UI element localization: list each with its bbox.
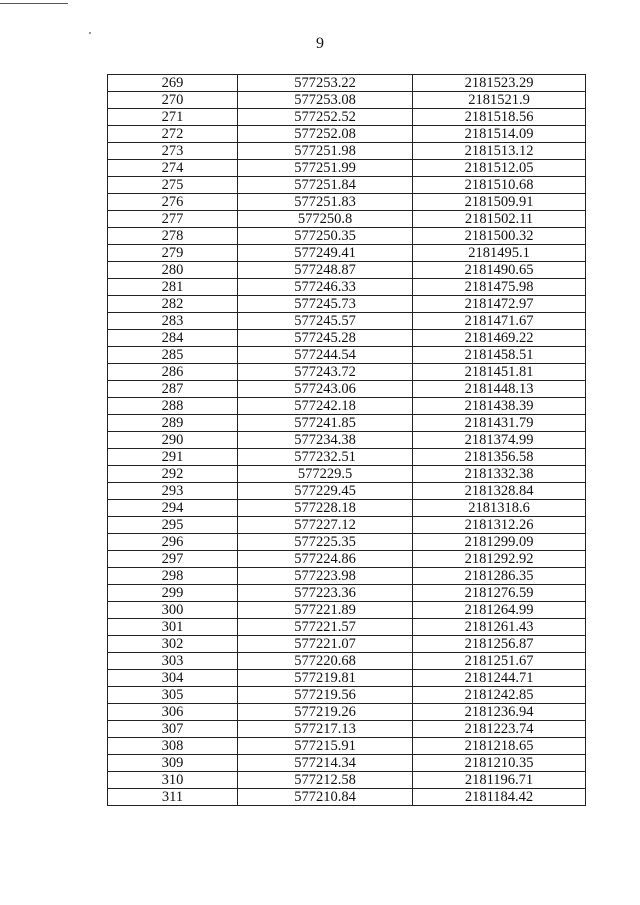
y-coordinate-cell: 2181223.74 [413, 721, 586, 738]
point-number-cell: 272 [108, 126, 238, 143]
x-coordinate-cell: 577251.84 [238, 177, 413, 194]
y-coordinate-cell: 2181458.51 [413, 347, 586, 364]
table-row [108, 109, 586, 126]
x-coordinate-cell: 577248.87 [238, 262, 413, 279]
point-number-cell: 304 [108, 670, 238, 687]
scan-speck [89, 32, 91, 34]
x-coordinate-cell: 577219.56 [238, 687, 413, 704]
table-row [108, 653, 586, 670]
y-coordinate-cell: 2181374.99 [413, 432, 586, 449]
point-number-cell: 308 [108, 738, 238, 755]
point-number-cell: 273 [108, 143, 238, 160]
point-number-cell: 277 [108, 211, 238, 228]
y-coordinate-cell: 2181490.65 [413, 262, 586, 279]
table-row [108, 483, 586, 500]
point-number-cell: 284 [108, 330, 238, 347]
y-coordinate-cell: 2181356.58 [413, 449, 586, 466]
table-row [108, 160, 586, 177]
x-coordinate-cell: 577250.8 [238, 211, 413, 228]
table-row [108, 704, 586, 721]
point-number-cell: 269 [108, 75, 238, 92]
point-number-cell: 298 [108, 568, 238, 585]
x-coordinate-cell: 577243.06 [238, 381, 413, 398]
y-coordinate-cell: 2181451.81 [413, 364, 586, 381]
x-coordinate-cell: 577244.54 [238, 347, 413, 364]
x-coordinate-cell: 577228.18 [238, 500, 413, 517]
point-number-cell: 279 [108, 245, 238, 262]
table-row [108, 466, 586, 483]
table-row [108, 262, 586, 279]
header-rule [0, 3, 68, 4]
y-coordinate-cell: 2181523.29 [413, 75, 586, 92]
table-row [108, 585, 586, 602]
point-number-cell: 290 [108, 432, 238, 449]
point-number-cell: 310 [108, 772, 238, 789]
point-number-cell: 271 [108, 109, 238, 126]
table-row [108, 228, 586, 245]
x-coordinate-cell: 577241.85 [238, 415, 413, 432]
y-coordinate-cell: 2181514.09 [413, 126, 586, 143]
table-row [108, 415, 586, 432]
y-coordinate-cell: 2181518.56 [413, 109, 586, 126]
table-row [108, 738, 586, 755]
x-coordinate-cell: 577253.22 [238, 75, 413, 92]
coordinates-table-body [108, 75, 586, 806]
x-coordinate-cell: 577217.13 [238, 721, 413, 738]
table-row [108, 177, 586, 194]
point-number-cell: 289 [108, 415, 238, 432]
coordinates-table [107, 74, 586, 806]
table-row [108, 381, 586, 398]
y-coordinate-cell: 2181276.59 [413, 585, 586, 602]
point-number-cell: 309 [108, 755, 238, 772]
y-coordinate-cell: 2181236.94 [413, 704, 586, 721]
y-coordinate-cell: 2181218.65 [413, 738, 586, 755]
y-coordinate-cell: 2181512.05 [413, 160, 586, 177]
point-number-cell: 311 [108, 789, 238, 806]
y-coordinate-cell: 2181448.13 [413, 381, 586, 398]
point-number-cell: 278 [108, 228, 238, 245]
point-number-cell: 286 [108, 364, 238, 381]
x-coordinate-cell: 577246.33 [238, 279, 413, 296]
x-coordinate-cell: 577220.68 [238, 653, 413, 670]
x-coordinate-cell: 577243.72 [238, 364, 413, 381]
x-coordinate-cell: 577232.51 [238, 449, 413, 466]
point-number-cell: 300 [108, 602, 238, 619]
x-coordinate-cell: 577210.84 [238, 789, 413, 806]
y-coordinate-cell: 2181521.9 [413, 92, 586, 109]
x-coordinate-cell: 577224.86 [238, 551, 413, 568]
x-coordinate-cell: 577221.57 [238, 619, 413, 636]
point-number-cell: 280 [108, 262, 238, 279]
y-coordinate-cell: 2181510.68 [413, 177, 586, 194]
table-row [108, 194, 586, 211]
point-number-cell: 270 [108, 92, 238, 109]
x-coordinate-cell: 577252.52 [238, 109, 413, 126]
point-number-cell: 283 [108, 313, 238, 330]
point-number-cell: 307 [108, 721, 238, 738]
table-row [108, 92, 586, 109]
x-coordinate-cell: 577253.08 [238, 92, 413, 109]
point-number-cell: 282 [108, 296, 238, 313]
table-row [108, 789, 586, 806]
point-number-cell: 303 [108, 653, 238, 670]
y-coordinate-cell: 2181472.97 [413, 296, 586, 313]
y-coordinate-cell: 2181332.38 [413, 466, 586, 483]
y-coordinate-cell: 2181509.91 [413, 194, 586, 211]
y-coordinate-cell: 2181251.67 [413, 653, 586, 670]
x-coordinate-cell: 577214.34 [238, 755, 413, 772]
x-coordinate-cell: 577242.18 [238, 398, 413, 415]
x-coordinate-cell: 577249.41 [238, 245, 413, 262]
y-coordinate-cell: 2181431.79 [413, 415, 586, 432]
table-row [108, 347, 586, 364]
y-coordinate-cell: 2181500.32 [413, 228, 586, 245]
table-row [108, 126, 586, 143]
point-number-cell: 302 [108, 636, 238, 653]
x-coordinate-cell: 577245.73 [238, 296, 413, 313]
x-coordinate-cell: 577245.28 [238, 330, 413, 347]
x-coordinate-cell: 577219.81 [238, 670, 413, 687]
table-row [108, 364, 586, 381]
y-coordinate-cell: 2181438.39 [413, 398, 586, 415]
table-row [108, 721, 586, 738]
y-coordinate-cell: 2181286.35 [413, 568, 586, 585]
y-coordinate-cell: 2181475.98 [413, 279, 586, 296]
table-row [108, 755, 586, 772]
y-coordinate-cell: 2181312.26 [413, 517, 586, 534]
table-row [108, 313, 586, 330]
table-row [108, 398, 586, 415]
table-row [108, 432, 586, 449]
table-row [108, 772, 586, 789]
table-row [108, 75, 586, 92]
x-coordinate-cell: 577251.99 [238, 160, 413, 177]
x-coordinate-cell: 577251.83 [238, 194, 413, 211]
x-coordinate-cell: 577251.98 [238, 143, 413, 160]
table-row [108, 330, 586, 347]
x-coordinate-cell: 577223.98 [238, 568, 413, 585]
table-row [108, 517, 586, 534]
x-coordinate-cell: 577225.35 [238, 534, 413, 551]
point-number-cell: 305 [108, 687, 238, 704]
y-coordinate-cell: 2181242.85 [413, 687, 586, 704]
table-row [108, 551, 586, 568]
y-coordinate-cell: 2181196.71 [413, 772, 586, 789]
x-coordinate-cell: 577250.35 [238, 228, 413, 245]
table-row [108, 279, 586, 296]
table-row [108, 687, 586, 704]
point-number-cell: 301 [108, 619, 238, 636]
table-row [108, 500, 586, 517]
x-coordinate-cell: 577252.08 [238, 126, 413, 143]
y-coordinate-cell: 2181264.99 [413, 602, 586, 619]
table-row [108, 449, 586, 466]
point-number-cell: 297 [108, 551, 238, 568]
x-coordinate-cell: 577219.26 [238, 704, 413, 721]
x-coordinate-cell: 577215.91 [238, 738, 413, 755]
point-number-cell: 295 [108, 517, 238, 534]
y-coordinate-cell: 2181292.92 [413, 551, 586, 568]
point-number-cell: 281 [108, 279, 238, 296]
page-number: 9 [316, 35, 324, 52]
x-coordinate-cell: 577234.38 [238, 432, 413, 449]
point-number-cell: 294 [108, 500, 238, 517]
y-coordinate-cell: 2181471.67 [413, 313, 586, 330]
table-row [108, 211, 586, 228]
y-coordinate-cell: 2181299.09 [413, 534, 586, 551]
point-number-cell: 288 [108, 398, 238, 415]
point-number-cell: 285 [108, 347, 238, 364]
y-coordinate-cell: 2181328.84 [413, 483, 586, 500]
table-row [108, 636, 586, 653]
y-coordinate-cell: 2181495.1 [413, 245, 586, 262]
y-coordinate-cell: 2181502.11 [413, 211, 586, 228]
y-coordinate-cell: 2181469.22 [413, 330, 586, 347]
point-number-cell: 275 [108, 177, 238, 194]
point-number-cell: 276 [108, 194, 238, 211]
table-row [108, 619, 586, 636]
y-coordinate-cell: 2181256.87 [413, 636, 586, 653]
y-coordinate-cell: 2181210.35 [413, 755, 586, 772]
x-coordinate-cell: 577229.5 [238, 466, 413, 483]
point-number-cell: 306 [108, 704, 238, 721]
table-row [108, 568, 586, 585]
point-number-cell: 292 [108, 466, 238, 483]
table-row [108, 670, 586, 687]
point-number-cell: 299 [108, 585, 238, 602]
y-coordinate-cell: 2181244.71 [413, 670, 586, 687]
x-coordinate-cell: 577212.58 [238, 772, 413, 789]
point-number-cell: 296 [108, 534, 238, 551]
x-coordinate-cell: 577223.36 [238, 585, 413, 602]
x-coordinate-cell: 577221.89 [238, 602, 413, 619]
y-coordinate-cell: 2181184.42 [413, 789, 586, 806]
x-coordinate-cell: 577245.57 [238, 313, 413, 330]
x-coordinate-cell: 577221.07 [238, 636, 413, 653]
table-row [108, 534, 586, 551]
point-number-cell: 274 [108, 160, 238, 177]
x-coordinate-cell: 577227.12 [238, 517, 413, 534]
y-coordinate-cell: 2181513.12 [413, 143, 586, 160]
y-coordinate-cell: 2181261.43 [413, 619, 586, 636]
table-row [108, 602, 586, 619]
table-row [108, 245, 586, 262]
point-number-cell: 293 [108, 483, 238, 500]
table-row [108, 143, 586, 160]
point-number-cell: 291 [108, 449, 238, 466]
x-coordinate-cell: 577229.45 [238, 483, 413, 500]
y-coordinate-cell: 2181318.6 [413, 500, 586, 517]
table-row [108, 296, 586, 313]
point-number-cell: 287 [108, 381, 238, 398]
